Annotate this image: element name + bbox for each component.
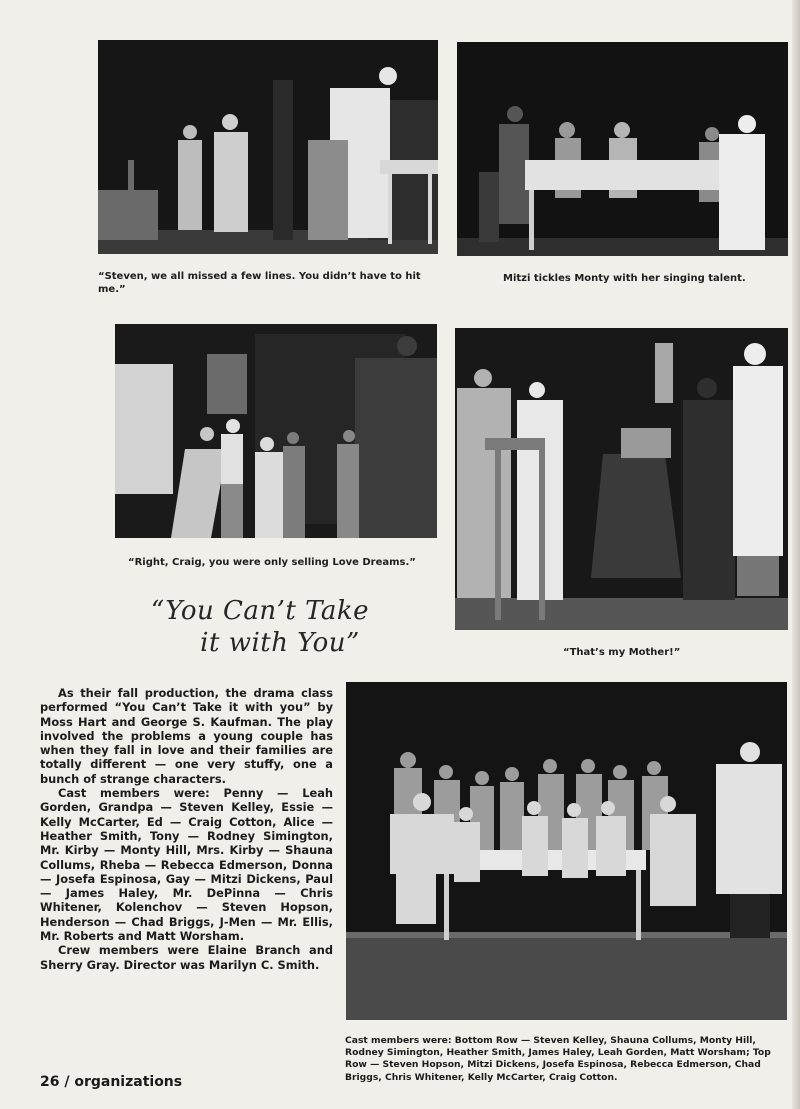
article-body: [40, 686, 333, 972]
page-folio: 26 / organizations: [40, 1074, 183, 1090]
article-paragraph: Crew members were Elaine Branch and Sherry Gray. Director was Marilyn C. Smith.: [40, 943, 333, 972]
photo-stage-scene-1: [98, 40, 438, 254]
cast-photo-caption: Cast members were: Bottom Row — Steven Kelley, Shauna Collums, Monty Hill, Rodney Simington, Heather Smith, James Haley, Leah Gorden, Matt Worsham; Top Row — Steven Hopson, Mitzi Dickens, Josefa Espinosa, Rebecca Edmerson, Chad Briggs, Chris Whitener, Kelly McCarter, Craig Cotton.: [345, 1035, 771, 1083]
photo-stage-scene-4: [455, 328, 788, 630]
play-title-line-1: “You Can’t Take: [150, 596, 370, 626]
article-paragraph: Cast members were: Penny — Leah Gorden, Grandpa — Steven Kelley, Essie — Kelly McCarter, Ed — Craig Cotton, Alice — Heather Smith, Tony — Rodney Simington, Mr. Kirby — Monty Hill, Mrs. Kirby — Shauna Collums, Rheba — Rebecca Edmerson, Donna — Josefa Espinosa, Gay — Mitzi Dickens, Paul — James Haley, Mr. DePinna — Chris Whitener, Kolenchov — Steven Hopson, Henderson — Chad Briggs, J-Men — Mr. Ellis, Mr. Roberts and Matt Worsham.: [40, 786, 333, 944]
cast-group-photo: [346, 682, 787, 1020]
photo-caption: “That’s my Mother!”: [563, 647, 681, 658]
photo-caption: Mitzi tickles Monty with her singing talent.: [503, 273, 746, 284]
photo-caption: “Right, Craig, you were only selling Love Dreams.”: [128, 557, 416, 568]
photo-caption: “Steven, we all missed a few lines. You didn’t have to hit me.”: [98, 271, 421, 295]
page-binding-edge: [792, 0, 800, 1109]
photo-stage-scene-3: [115, 324, 437, 538]
play-title-line-2: it with You”: [200, 628, 360, 658]
photo-stage-scene-2: [457, 42, 788, 256]
article-paragraph: As their fall production, the drama class performed “You Can’t Take it with you” by Moss Hart and George S. Kaufman. The play involved the problems a young couple has when they fall in love and their families are totally different — one very stuffy, one a bunch of strange characters.: [40, 686, 333, 786]
play-title: [150, 596, 370, 660]
